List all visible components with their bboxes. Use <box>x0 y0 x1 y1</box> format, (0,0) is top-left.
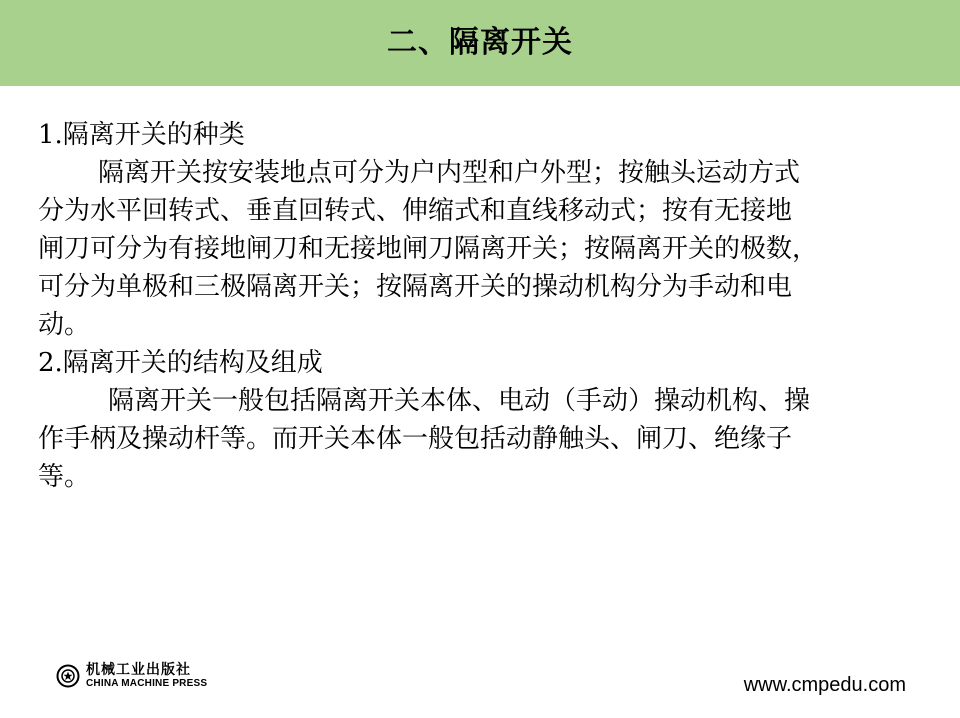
slide-body <box>38 116 908 496</box>
body-line: 闸刀可分为有接地闸刀和无接地闸刀隔离开关；按隔离开关的极数， <box>38 234 819 264</box>
body-line: 动。 <box>38 310 91 340</box>
body-line: 等。 <box>38 462 91 492</box>
publisher-emblem-icon <box>56 664 80 688</box>
section-heading-structure: 2.隔离开关的结构及组成 <box>38 348 323 378</box>
body-line: 隔离开关按安装地点可分为户内型和户外型；按触头运动方式 <box>98 158 801 188</box>
body-line: 隔离开关一般包括隔离开关本体、电动（手动）操动机构、操 <box>108 386 811 416</box>
body-line: 作手柄及操动杆等。而开关本体一般包括动静触头、闸刀、绝缘子 <box>38 424 793 454</box>
slide-title: 二、隔离开关 <box>387 25 573 60</box>
publisher-name-cn: 机械工业出版社 <box>86 662 191 678</box>
publisher-logo <box>56 660 207 692</box>
site-url: www.cmpedu.com <box>743 674 906 696</box>
body-line: 分为水平回转式、垂直回转式、伸缩式和直线移动式；按有无接地 <box>38 196 793 226</box>
publisher-name-en: CHINA MACHINE PRESS <box>86 678 208 689</box>
body-line: 可分为单极和三极隔离开关；按隔离开关的操动机构分为手动和电 <box>38 272 793 302</box>
section-heading-types: 1.隔离开关的种类 <box>38 120 245 150</box>
